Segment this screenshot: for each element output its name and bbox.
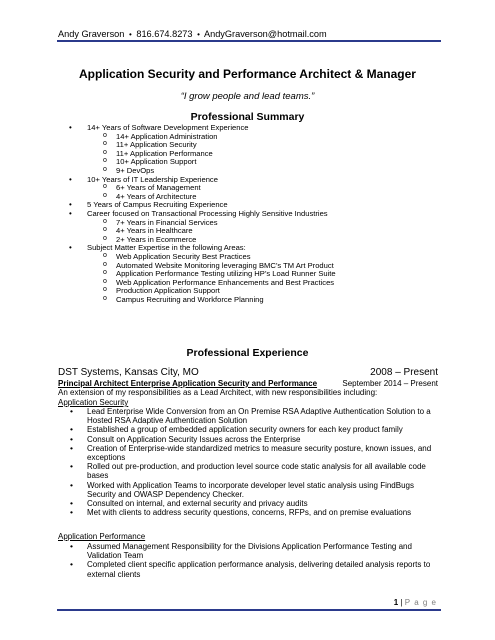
separator: • bbox=[197, 30, 200, 39]
summary-subitem: o Automated Website Monitoring leveraging BMC’s TM Art Product bbox=[58, 262, 438, 271]
summary-subitem: o 9+ DevOps bbox=[58, 167, 438, 176]
summary-subitem: o 11+ Application Performance bbox=[58, 150, 438, 159]
role-dates: September 2014 – Present bbox=[342, 379, 438, 388]
summary-list bbox=[58, 124, 438, 304]
role-title: Principal Architect Enterprise Application Security and Performance bbox=[58, 379, 318, 388]
security-bullet: • Creation of Enterprise-wide standardized metrics to measure security posture, known issues, and exceptions bbox=[58, 444, 442, 462]
security-bullet: • Lead Enterprise Wide Conversion from an On Premise RSA Adaptive Authentication Solution to a Hosted RSA Adaptive Authentication Solution bbox=[58, 407, 442, 425]
tagline: “I grow people and lead teams.” bbox=[180, 91, 315, 102]
footer-rule bbox=[57, 609, 441, 611]
summary-subitem: o Web Application Performance Enhancements and Best Practices bbox=[58, 279, 438, 288]
performance-bullets bbox=[58, 542, 442, 579]
page-title: Application Security and Performance Architect & Manager bbox=[79, 67, 416, 81]
summary-subitem: o 2+ Years in Ecommerce bbox=[58, 236, 438, 245]
role-intro: An extension of my responsibilities as a Lead Architect, with new responsibilities including: bbox=[58, 388, 378, 397]
summary-item: • 10+ Years of IT Leadership Experience bbox=[58, 176, 438, 185]
separator: • bbox=[128, 30, 132, 39]
performance-bullet: • Completed client specific application performance analysis, delivering detailed analysis reports to external clients bbox=[58, 560, 442, 578]
company-name: DST Systems, Kansas City, MO bbox=[58, 367, 199, 378]
summary-subitem: o 4+ Years of Architecture bbox=[58, 193, 438, 202]
page-number-value: 1 bbox=[393, 598, 399, 607]
summary-subitem: o 7+ Years in Financial Services bbox=[58, 219, 438, 228]
security-bullets bbox=[58, 407, 442, 517]
page-number bbox=[394, 598, 437, 607]
company-line bbox=[58, 367, 438, 378]
page-bar: | bbox=[400, 598, 403, 607]
summary-subitem: o 4+ Years in Healthcare bbox=[58, 227, 438, 236]
security-bullet: • Consulted on internal, and external security and privacy audits bbox=[58, 499, 442, 508]
summary-subitem: o Web Application Security Best Practices bbox=[58, 253, 438, 262]
summary-subitem: o Campus Recruiting and Workforce Planning bbox=[58, 296, 438, 305]
header-rule bbox=[57, 40, 441, 42]
summary-item: • Career focused on Transactional Processing Highly Sensitive Industries bbox=[58, 210, 438, 219]
security-bullet: • Consult on Application Security Issues across the Enterprise bbox=[58, 435, 442, 444]
phone-number: 816.674.8273 bbox=[136, 29, 193, 39]
security-bullet: • Worked with Application Teams to incorporate developer level static analysis using FindBugs Security and OWASP Dependency Checker. bbox=[58, 481, 442, 499]
candidate-name: Andy Graverson bbox=[58, 29, 125, 39]
contact-line bbox=[58, 29, 327, 39]
security-bullet: • Rolled out pre-production, and production level source code static analysis for all available code bases bbox=[58, 462, 442, 480]
summary-subitem: o 11+ Application Security bbox=[58, 141, 438, 150]
summary-subitem: o 10+ Application Support bbox=[58, 158, 438, 167]
summary-item: • 14+ Years of Software Development Experience bbox=[58, 124, 438, 133]
security-bullet: • Established a group of embedded application security owners for each key product family bbox=[58, 425, 442, 434]
summary-subitem: o Application Performance Testing utilizing HP’s Load Runner Suite bbox=[58, 270, 438, 279]
subheading-application-performance: Application Performance bbox=[58, 532, 146, 541]
security-bullet: • Met with clients to address security questions, concerns, RFPs, and on premise evaluations bbox=[58, 508, 442, 517]
page-label: P a g e bbox=[404, 598, 437, 607]
summary-subitem: o 14+ Application Administration bbox=[58, 133, 438, 142]
performance-bullet: • Assumed Management Responsibility for the Divisions Application Performance Testing and Validation Team bbox=[58, 542, 442, 560]
email-address[interactable]: AndyGraverson@hotmail.com bbox=[203, 29, 327, 39]
summary-subitem: o Production Application Support bbox=[58, 287, 438, 296]
role-line bbox=[58, 379, 438, 388]
subheading-application-security: Application Security bbox=[58, 398, 129, 407]
section-heading-summary: Professional Summary bbox=[190, 111, 305, 123]
summary-item: • 5 Years of Campus Recruiting Experience bbox=[58, 201, 438, 210]
summary-subitem: o 6+ Years of Management bbox=[58, 184, 438, 193]
summary-item: • Subject Matter Expertise in the following Areas: bbox=[58, 244, 438, 253]
section-heading-experience: Professional Experience bbox=[186, 347, 309, 359]
company-dates: 2008 – Present bbox=[370, 367, 438, 378]
